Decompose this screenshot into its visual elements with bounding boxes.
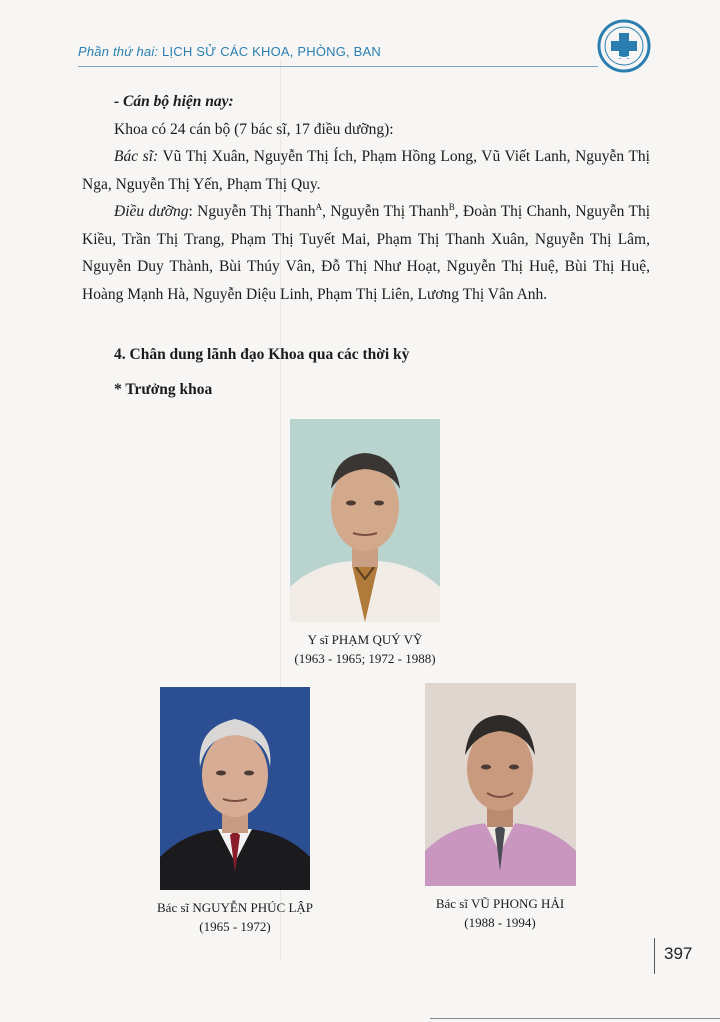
- nurses-label: Điều dưỡng: [114, 203, 189, 220]
- header-part: Phần thứ hai:: [78, 44, 159, 59]
- nurses-paragraph: [82, 198, 650, 308]
- portrait-caption-3: [385, 894, 615, 932]
- sup-a: A: [315, 201, 323, 212]
- section-subtitle: * Trưởng khoa: [114, 381, 213, 398]
- page-number-rule: [654, 938, 655, 974]
- portrait-caption-2: [120, 898, 350, 936]
- portrait-name-2: Bác sĩ NGUYỄN PHÚC LẬP: [157, 900, 313, 915]
- portrait-name-1: Y sĩ PHẠM QUÝ VỸ: [307, 632, 423, 647]
- nurses-list-part2: , Nguyễn Thị Thanh: [322, 203, 449, 220]
- portrait-photo-2: [160, 687, 310, 890]
- hospital-logo-icon: [596, 18, 652, 74]
- doctors-paragraph: [82, 143, 650, 198]
- sup-b: B: [448, 201, 455, 212]
- staff-section: [82, 88, 650, 308]
- doctors-list: Vũ Thị Xuân, Nguyễn Thị Ích, Phạm Hồng Long, Vũ Viết Lanh, Nguyễn Thị Nga, Nguyễn Thị Yến, Phạm Thị Quy.: [82, 148, 650, 193]
- running-header: [78, 44, 598, 59]
- portrait-years-1: (1963 - 1965; 1972 - 1988): [294, 651, 436, 666]
- nurses-list-part3: , Đoàn Thị Chanh, Nguyễn Thị Kiều, Trần Thị Trang, Phạm Thị Tuyết Mai, Phạm Thị Thanh Xuân, Nguyễn Thị Lâm, Nguyễn Duy Thành, Bùi Thúy Vân, Đỗ Thị Như Hoạt, Nguyễn Thị Huệ, Bùi Thị Huệ, Hoàng Mạnh Hà, Nguyễn Diệu Linh, Phạm Thị Liên, Lương Thị Vân Anh.: [82, 203, 651, 303]
- portrait-years-2: (1965 - 1972): [199, 919, 271, 934]
- staff-heading: - Cán bộ hiện nay:: [114, 93, 234, 110]
- doctors-label: Bác sĩ:: [114, 148, 159, 165]
- header-title: LỊCH SỬ CÁC KHOA, PHÒNG, BAN: [162, 44, 382, 59]
- portrait-years-3: (1988 - 1994): [464, 915, 536, 930]
- portrait-caption-1: [250, 630, 480, 668]
- staff-summary: Khoa có 24 cán bộ (7 bác sĩ, 17 điều dưỡng):: [114, 120, 394, 138]
- page-number: 397: [664, 944, 693, 963]
- header-rule: [78, 66, 598, 67]
- portrait-photo-3: [425, 683, 576, 886]
- nurses-list-part1: : Nguyễn Thị Thanh: [188, 203, 316, 220]
- section-title: 4. Chân dung lãnh đạo Khoa qua các thời kỳ: [114, 346, 410, 363]
- portrait-name-3: Bác sĩ VŨ PHONG HẢI: [435, 896, 565, 911]
- portrait-photo-1: [290, 419, 440, 622]
- bottom-rule: [430, 1018, 720, 1019]
